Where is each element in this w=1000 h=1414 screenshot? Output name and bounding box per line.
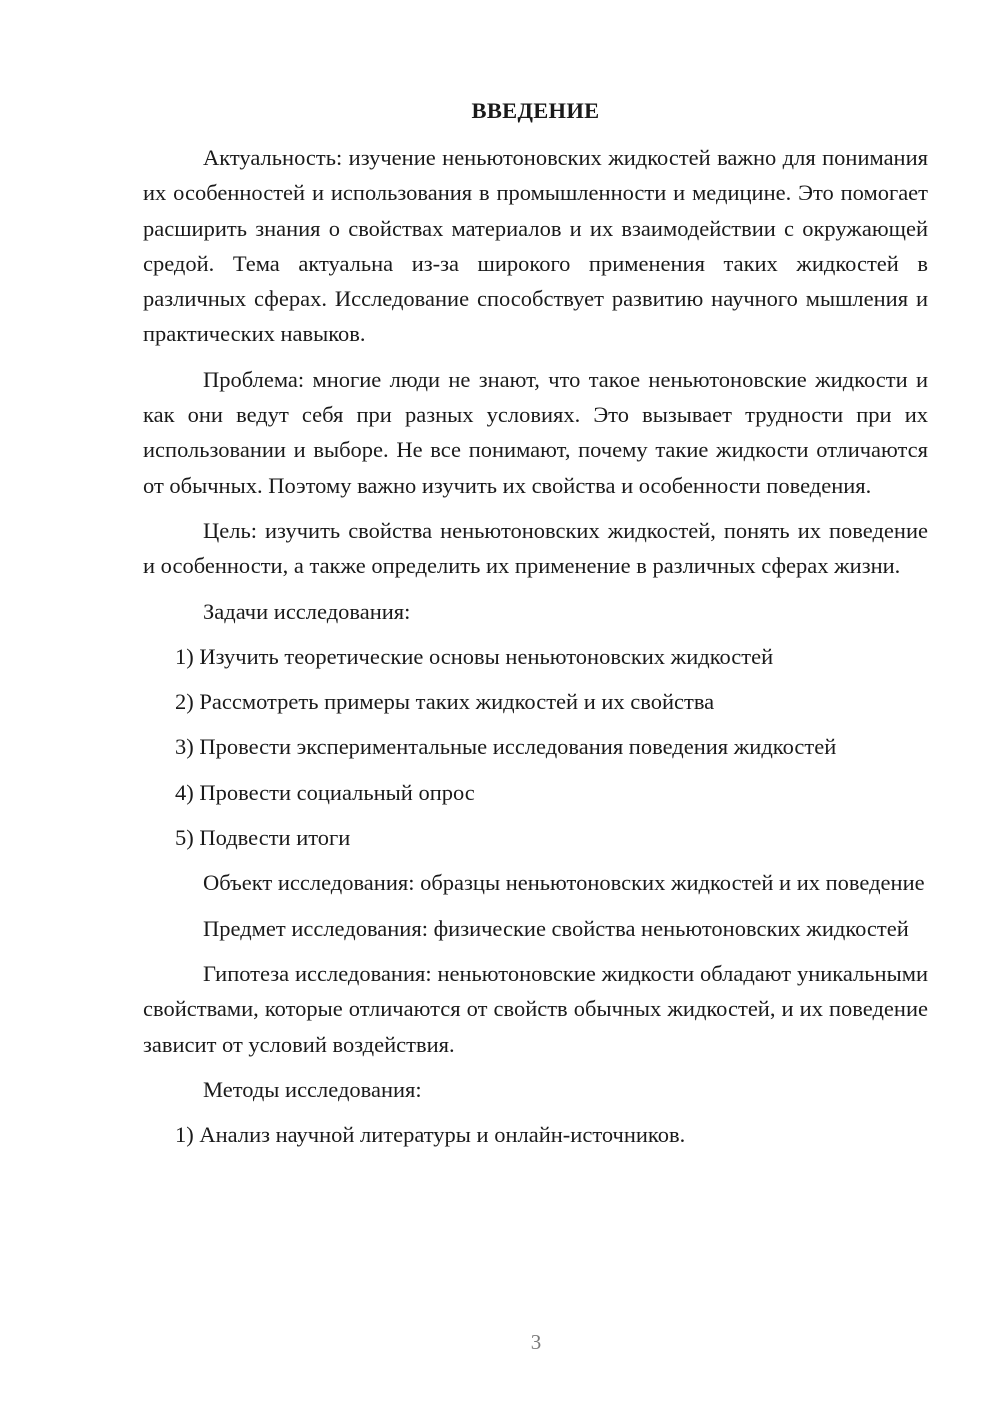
method-item: 1) Анализ научной литературы и онлайн-источников.: [175, 1122, 686, 1148]
document-page: [143, 93, 928, 1162]
relevance-paragraph: Актуальность: изучение неньютоновских жидкостей важно для понимания их особенностей и использования в промышленности и медицине. Это помогает расширить знания о свойствах материалов и их взаимодействии с окружающей средой. Тема актуальна из-за широкого применения таких жидкостей в различных сферах. Исследование способствует развитию научного мышления и практических навыков.: [143, 145, 928, 347]
task-item: 5) Подвести итоги: [175, 825, 351, 851]
tasks-list: [143, 639, 928, 855]
task-item: 4) Провести социальный опрос: [175, 779, 475, 805]
goal-paragraph: Цель: изучить свойства неньютоновских жидкостей, понять их поведение и особенности, а также определить их применение в различных сферах жизни.: [143, 517, 928, 579]
subject-paragraph: Предмет исследования: физические свойства неньютоновских жидкостей: [203, 915, 909, 941]
methods-label: Методы исследования:: [203, 1076, 422, 1102]
task-item: 3) Провести экспериментальные исследования поведения жидкостей: [175, 734, 837, 760]
task-item: 2) Рассмотреть примеры таких жидкостей и их свойства: [175, 689, 715, 715]
tasks-label: Задачи исследования:: [203, 598, 411, 624]
section-title: ВВЕДЕНИЕ: [471, 98, 600, 123]
problem-paragraph: Проблема: многие люди не знают, что такое неньютоновские жидкости и как они ведут себя при разных условиях. Это вызывает трудности при их использовании и выборе. Не все понимают, почему такие жидкости отличаются от обычных. Поэтому важно изучить их свойства и особенности поведения.: [143, 366, 928, 498]
hypothesis-paragraph: Гипотеза исследования: неньютоновские жидкости обладают уникальными свойствами, которые отличаются от свойств обычных жидкостей, и их поведение зависит от условий воздействия.: [143, 960, 928, 1057]
methods-list: [143, 1117, 928, 1152]
task-item: 1) Изучить теоретические основы неньютоновских жидкостей: [175, 643, 774, 669]
object-paragraph: Объект исследования: образцы неньютоновских жидкостей и их поведение: [203, 870, 925, 896]
page-number: 3: [530, 1330, 542, 1354]
